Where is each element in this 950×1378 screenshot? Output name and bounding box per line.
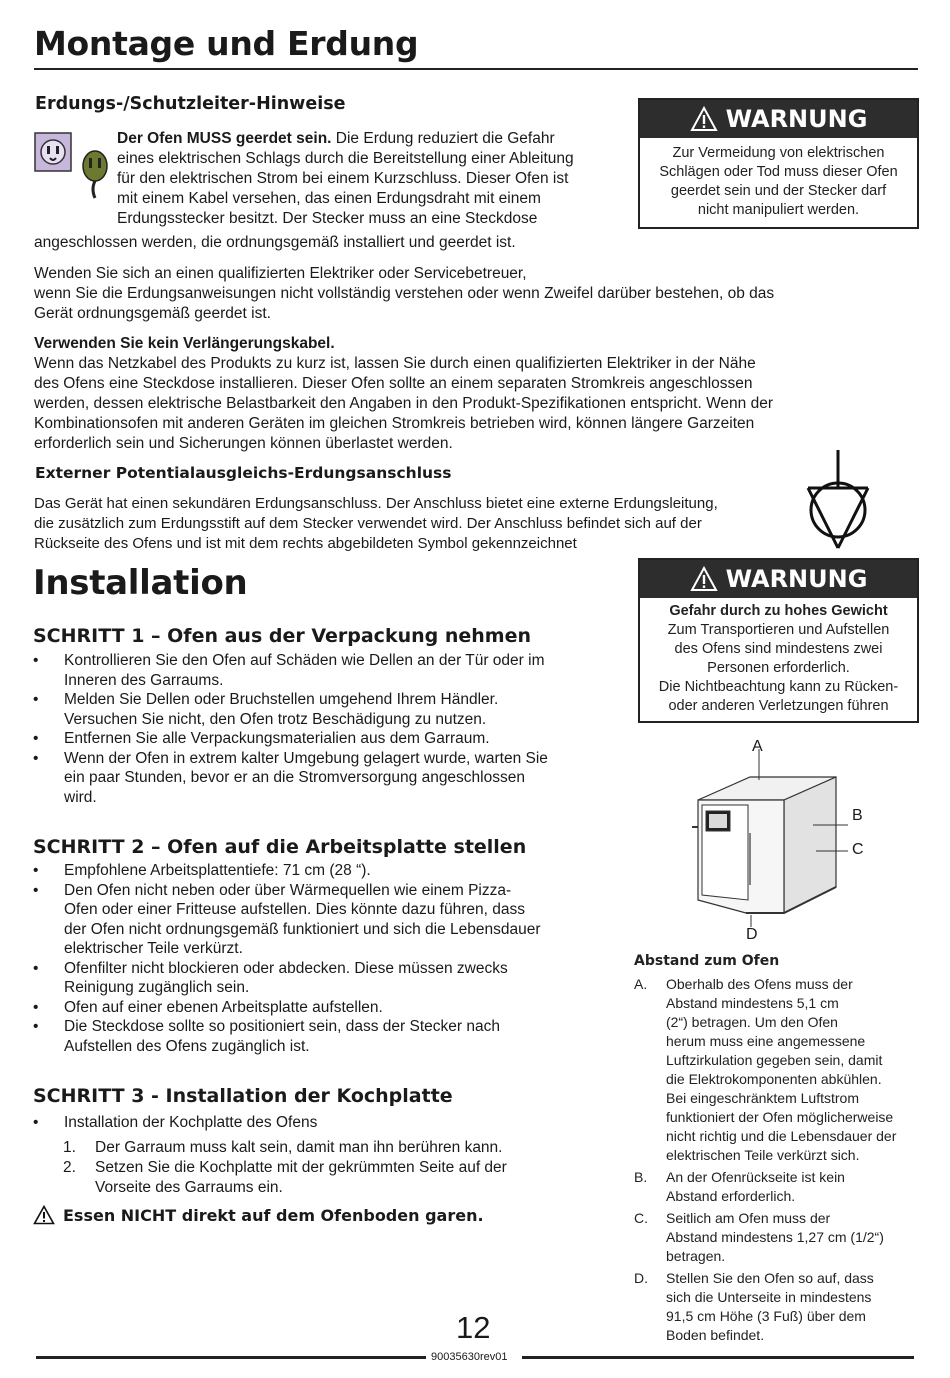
warning-text	[640, 138, 917, 226]
warning-triangle-icon	[690, 566, 718, 592]
list-item: • Empfohlene Arbeitsplattentiefe: 71 cm (28 “).	[33, 861, 613, 881]
list-item: • Installation der Kochplatte des Ofens	[33, 1113, 613, 1133]
list-item: • Ofen auf einer ebenen Arbeitsplatte aufstellen.	[33, 998, 613, 1018]
step3-list	[33, 1113, 613, 1133]
equipotential-ground-icon	[800, 450, 876, 550]
warning-header	[640, 100, 917, 138]
line: Gerät ordnungsgemäß geerdet ist.	[34, 305, 271, 322]
line: Zum Transportieren und Aufstellen	[667, 622, 890, 638]
clearance-heading: Abstand zum Ofen	[634, 953, 780, 969]
line: Zur Vermeidung von elektrischen	[672, 145, 885, 161]
step2-heading: SCHRITT 2 – Ofen auf die Arbeitsplatte stellen	[33, 836, 527, 858]
warning-box-electric	[638, 98, 919, 229]
clearance-item: C. Seitlich am Ofen muss der Abstand mindestens 1,27 cm (1/2“) betragen.	[634, 1210, 884, 1264]
line: nicht manipuliert werden.	[697, 202, 860, 218]
line: oder anderen Verletzungen führen	[668, 698, 889, 714]
line: Die Erdung reduziert die Gefahr	[335, 130, 555, 147]
extension-paragraph	[34, 334, 894, 454]
line: mit einem Kabel versehen, das einen Erdungsdraht mit einem	[117, 190, 541, 207]
list-item: 1. Der Garraum muss kalt sein, damit man ihn berühren kann.	[63, 1139, 503, 1156]
list-item: • Den Ofen nicht neben oder über Wärmequellen wie einem Pizza- Ofen oder einer Fritteuse aufstellen. Dies könnte dazu führen, dass der Ofen nicht ordnungsgemäß funktioniert und sich die Lebensdauer elektrischer Teile verkürzt.	[33, 881, 613, 959]
diagram-label-a: A	[752, 738, 763, 755]
electrician-paragraph	[34, 264, 894, 324]
warning-triangle-icon	[33, 1205, 55, 1225]
oven-clearance-diagram	[688, 735, 878, 945]
extension-heading: Verwenden Sie kein Verlängerungskabel.	[34, 335, 335, 352]
warning-triangle-icon	[690, 106, 718, 132]
potential-heading: Externer Potentialausgleichs-Erdungsanschluss	[35, 464, 452, 482]
list-item: • Melden Sie Dellen oder Bruchstellen umgehend Ihrem Händler. Versuchen Sie nicht, den Ofen trotz Beschädigung zu nutzen.	[33, 690, 613, 729]
grounding-heading: Erdungs-/Schutzleiter-Hinweise	[35, 94, 346, 114]
line: eines elektrischen Schlags durch die Bereitstellung einer Ableitung	[117, 150, 574, 167]
grounding-paragraph-end: angeschlossen werden, die ordnungsgemäß installiert und geerdet ist.	[34, 234, 516, 251]
line: Wenden Sie sich an einen qualifizierten Elektriker oder Servicebetreuer,	[34, 265, 527, 282]
line: Personen erforderlich.	[707, 660, 850, 676]
outlet-icon	[34, 132, 72, 172]
step1-list	[33, 651, 613, 807]
line: die zusätzlich zum Erdungsstift auf dem Stecker verwendet wird. Der Anschluss befindet sich auf der	[34, 515, 702, 532]
diagram-label-c: C	[852, 841, 864, 858]
line: des Ofens sind mindestens zwei	[674, 641, 883, 657]
grounding-paragraph	[117, 129, 617, 229]
line: Erdungsstecker besitzt. Der Stecker muss an eine Steckdose	[117, 210, 538, 227]
caution-text: Essen NICHT direkt auf dem Ofenboden garen.	[63, 1205, 484, 1225]
list-item: • Die Steckdose sollte so positioniert sein, dass der Stecker nach Aufstellen des Ofens zugänglich ist.	[33, 1017, 613, 1056]
clearance-section	[634, 952, 919, 1348]
list-item: • Ofenfilter nicht blockieren oder abdecken. Diese müssen zwecks Reinigung zugänglich sein.	[33, 959, 613, 998]
plug-icon	[80, 148, 110, 200]
diagram-label-b: B	[852, 807, 863, 824]
warning-box-weight	[638, 558, 919, 723]
step3-heading: SCHRITT 3 - Installation der Kochplatte	[33, 1085, 453, 1107]
warning-title: WARNUNG	[725, 565, 868, 593]
must-bold: Der Ofen MUSS geerdet sein.	[117, 130, 332, 147]
line: geerdet sein und der Stecker darf	[670, 183, 887, 199]
line: Kombinationsofen mit anderen Geräten im gleichen Stromkreis betrieben wird, können längere Garzeiten	[34, 415, 755, 432]
step1-heading: SCHRITT 1 – Ofen aus der Verpackung nehmen	[33, 625, 531, 647]
line: des Ofens eine Steckdose installieren. Dieser Ofen sollte an einem separaten Stromkreis angeschlossen	[34, 375, 753, 392]
clearance-item: B. An der Ofenrückseite ist kein Abstand erforderlich.	[634, 1169, 845, 1204]
line: wenn Sie die Erdungsanweisungen nicht vollständig verstehen oder wenn Zweifel darüber bestehen, ob das	[34, 285, 775, 302]
list-item: • Wenn der Ofen in extrem kalter Umgebung gelagert wurde, warten Sie ein paar Stunden, bevor er an die Stromversorgung angeschlossen wird.	[33, 749, 613, 808]
doc-code: 90035630rev01	[431, 1351, 508, 1363]
warning-bold-line: Gefahr durch zu hohes Gewicht	[669, 603, 888, 619]
clearance-item: A. Oberhalb des Ofens muss der Abstand mindestens 5,1 cm (2“) betragen. Um den Ofen herum muss eine angemessene Luftzirkulation gegeben sein, damit die Elektrokomponenten abkühlen. Bei eingeschränktem Luftstrom funktioniert der Ofen möglicherweise nicht richtig und die Lebensdauer der elektrischen Teile verkürzt sich.	[634, 976, 897, 1163]
warning-text	[640, 598, 917, 722]
warning-title: WARNUNG	[725, 105, 868, 133]
line: werden, dessen elektrische Belastbarkeit den Angaben in den Produkt-Spezifikationen entspricht. Wenn der	[34, 395, 773, 412]
line: erforderlich sein und Sicherungen können überlastet werden.	[34, 435, 453, 452]
line: für den elektrischen Strom bei einem Kurzschluss. Dieser Ofen ist	[117, 170, 569, 187]
clearance-item: D. Stellen Sie den Ofen so auf, dass sich die Unterseite in mindestens 91,5 cm Höhe (3 Fuß) über dem Boden befindet.	[634, 1270, 874, 1343]
footer-rule-left	[36, 1356, 426, 1359]
diagram-label-d: D	[746, 926, 758, 943]
line: Das Gerät hat einen sekundären Erdungsanschluss. Der Anschluss bietet eine externe Erdungsleitung,	[34, 495, 718, 512]
list-item: • Kontrollieren Sie den Ofen auf Schäden wie Dellen an der Tür oder im Inneren des Garraums.	[33, 651, 613, 690]
caution-line	[33, 1205, 484, 1225]
page-title: Montage und Erdung	[34, 24, 419, 63]
step2-list	[33, 861, 613, 1056]
footer-rule-right	[522, 1356, 914, 1359]
line: Schlägen oder Tod muss dieser Ofen	[659, 164, 898, 180]
list-item: • Entfernen Sie alle Verpackungsmaterialien aus dem Garraum.	[33, 729, 613, 749]
step3-numbered-list	[33, 1138, 613, 1198]
line: Die Nichtbeachtung kann zu Rücken-	[658, 679, 899, 695]
list-item: 2. Setzen Sie die Kochplatte mit der gekrümmten Seite auf der Vorseite des Garraums ein.	[63, 1159, 507, 1196]
line: Rückseite des Ofens und ist mit dem rechts abgebildeten Symbol gekennzeichnet	[34, 535, 577, 552]
title-rule	[34, 68, 918, 70]
installation-title: Installation	[33, 563, 248, 603]
page-number: 12	[456, 1310, 491, 1345]
potential-paragraph	[34, 494, 794, 554]
warning-header	[640, 560, 917, 598]
line: Wenn das Netzkabel des Produkts zu kurz ist, lassen Sie durch einen qualifizierten Elektriker in der Nähe	[34, 355, 756, 372]
